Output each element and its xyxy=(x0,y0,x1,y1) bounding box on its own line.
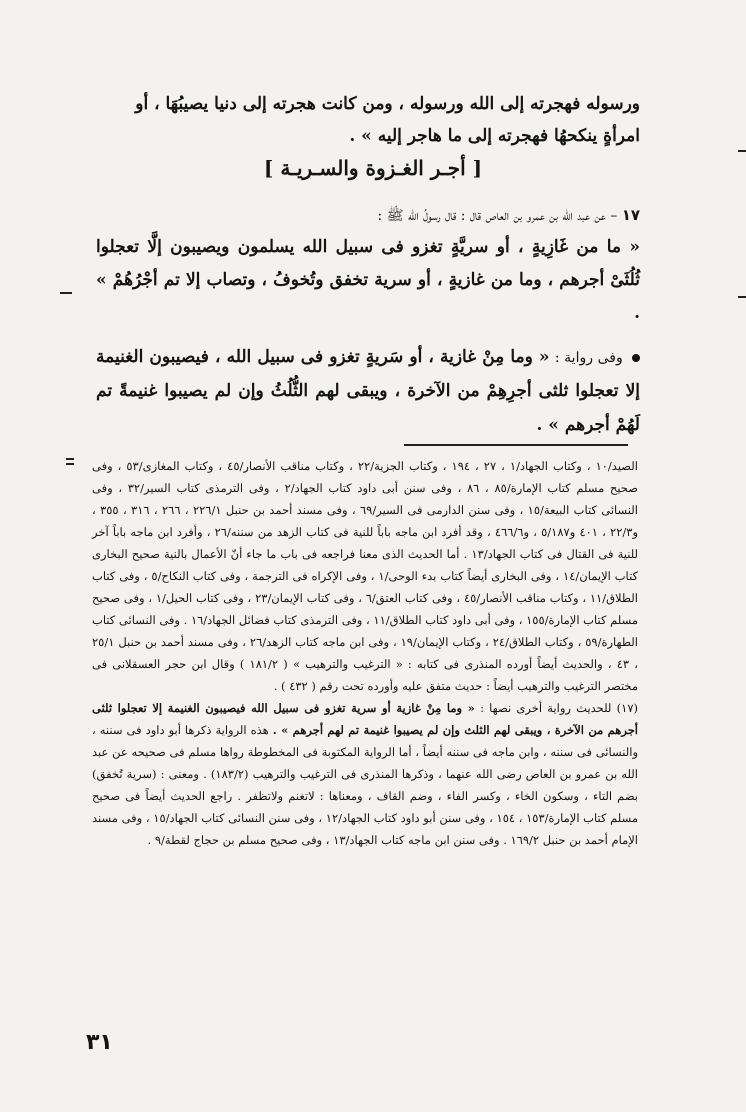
footnote-quote: « وما مِنْ غازية أو سرية تغزو فى سبيل الله فيصيبون الغنيمة إلا تعجلوا ثلثى أجرهم من الآخرة ، ويبقى لهم الثلث وإن لم يصيبوا غنيمة تم لهم أجرهم » . xyxy=(92,701,639,737)
hadith-main-text: « ما من غَازِيةٍ ، أو سريَّةٍ تغزو فى سبيل الله يسلمون ويصيبون إلَّا تعجلوا ثُلُثَىْ أجرهم ، وما من غازيةٍ ، أو سرية تخفق وتُخوفُ ، وتصاب إلا تم أجْرُهُمْ » . xyxy=(96,237,640,323)
opening-paragraph xyxy=(96,88,640,152)
margin-mark xyxy=(66,458,74,460)
hadith-block xyxy=(96,202,640,442)
hadith-intro xyxy=(96,202,640,229)
footnote-body: هذه الرواية ذكرها أبو داود فى سننه ، والنسائى فى سننه ، وابن ماجه فى سننه أيضاً ، أما الرواية المكتوبة فى المخطوطة رواها مسلم فى صحيحه عن عبد الله بن عمرو بن العاص رضى الله عنهما ، وذكرها المنذرى فى الترغيب والترهيب (١٨٣/٢) . ومعنى : (سرية تُخفق) بضم التاء ، وسكون الخاء ، وكسر الفاء ، وضم القاف ، ومعناها : لاتغنم ولاتظفر . راجع الحديث أيضاً فى صحيح مسلم كتاب الإمارة/١٥٣ ، ١٥٤ ، وفى سنن أبو داود كتاب الجهاد/١٢ ، وفى سنن النسائى كتاب الجهاد/١٥ ، وفى مسند الإمام أحمد بن حنبل ١٦٩/٢ . وفى سنن ابن ماجه كتاب الجهاد/١٣ ، وفى صحيح مسلم بن حجاج لقطة/٩ . xyxy=(92,723,638,847)
hadith-intro-text: – عن عبد الله بن عمرو بن العاص قال : قال رسولُ الله ﷺ : xyxy=(377,208,618,224)
margin-mark xyxy=(738,150,746,152)
bullet-icon xyxy=(632,354,640,362)
opening-line: ورسوله فهجرته إلى الله ورسوله ، ومن كانت هجرته إلى دنيا يصيبُهَا ، أو xyxy=(135,94,640,114)
opening-line: امرأةٍ ينكحهُا فهجرته إلى ما هاجر إليه » . xyxy=(349,126,640,146)
margin-mark xyxy=(738,296,746,298)
footnote-17 xyxy=(92,697,638,851)
footnotes xyxy=(92,455,638,851)
section-heading: [ أجـر الغـزوة والسـريـة ] xyxy=(263,156,483,180)
page-number: ٣١ xyxy=(86,1030,113,1055)
riwaya-text: « وما مِنْ غازية ، أو سَريةٍ تغزو فى سبيل الله ، فيصيبون الغنيمة إلا تعجلوا ثلثى أجرِهِمْ من الآخرة ، ويبقى لهم الثُّلُثُ وإن لم يصيبوا غنيمةً تم لَهُمْ أجرهم » . xyxy=(96,347,640,435)
margin-mark xyxy=(60,292,72,294)
footnote-continued: الصيد/١٠ ، وكتاب الجهاد/١ ، ٢٧ ، ١٩٤ ، وكتاب الجزية/٢٢ ، وكتاب مناقب الأنصار/٤٥ ، وكتاب المغازى/٥٣ ، وفى صحيح مسلم كتاب الإمارة/٨٥ ، ٨٦ ، وفى سنن أبى داود كتاب الجهاد/٢ ، وفى الترمذى كتاب السير/٣٢ ، وفى النسائى كتاب البيعة/١٥ ، وفى سنن الدارمى فى السير/٦٩ ، وفى مسند أحمد بن حنبل ٢٢٦/١ ، ٢٦٦ ، ٣١٦ ، ٣٥٥ ، و٢٢/٣ ، ٤٠١ و٥/١٨٧ ، و٤٦٦/٦ ، وقد أفرد ابن ماجه باباً للنية فى كتاب الزهد من سننه/٢٦ ، وأفرد ابن ماجه باباً آخر للنية فى القتال فى كتاب الجهاد/١٣ . أما الحديث الذى معنا فراجعه فى باب ما جاء أنّ الأعمال بالنية صحيح البخارى كتاب الإيمان/١٤ ، وفى البخارى أيضاً كتاب بدء الوحى/١ ، وفى الإكراه فى الترجمة ، وفى كتاب النكاح/٥ ، وفى كتاب الطلاق/١١ ، وكتاب مناقب الأنصار/٤٥ ، وفى كتاب العتق/٦ ، وفى كتاب الإيمان/٢٣ ، وفى كتاب الحيل/١ ، وفى صحيح مسلم كتاب الإمارة/١٥٥ ، وفى أبى داود كتاب الطلاق/١١ ، وفى الترمذى كتاب فضائل الجهاد/١٦ . وفى النسائى كتاب الطهارة/٥٩ ، وكتاب الطلاق/٢٤ ، وكتاب الإيمان/١٩ ، وفى ابن ماجه كتاب الزهد/٢٦ ، وفى مسند أحمد بن حنبل ٢٥/١ ، ٤٣ ، والحديث أيضاً أورده المنذرى فى كتابه : « الترغيب والترهيب » ( ١٨١/٢ ) وقال ابن حجر العسقلانى فى مختصر الترغيب والترهيب أيضاً : حديث متفق عليه وأورده تحت رقم ( ٤٣٢ ) . xyxy=(92,459,639,693)
hadith-riwaya xyxy=(96,340,640,442)
margin-mark xyxy=(66,463,74,465)
footnote-divider xyxy=(404,444,628,446)
footnote-number: (١٧) xyxy=(616,701,639,715)
hadith-number: ١٧ xyxy=(621,206,640,224)
riwaya-prefix: وفى رواية : xyxy=(554,350,623,366)
footnote-prefix: للحديث رواية أخرى نصها : xyxy=(480,701,612,715)
